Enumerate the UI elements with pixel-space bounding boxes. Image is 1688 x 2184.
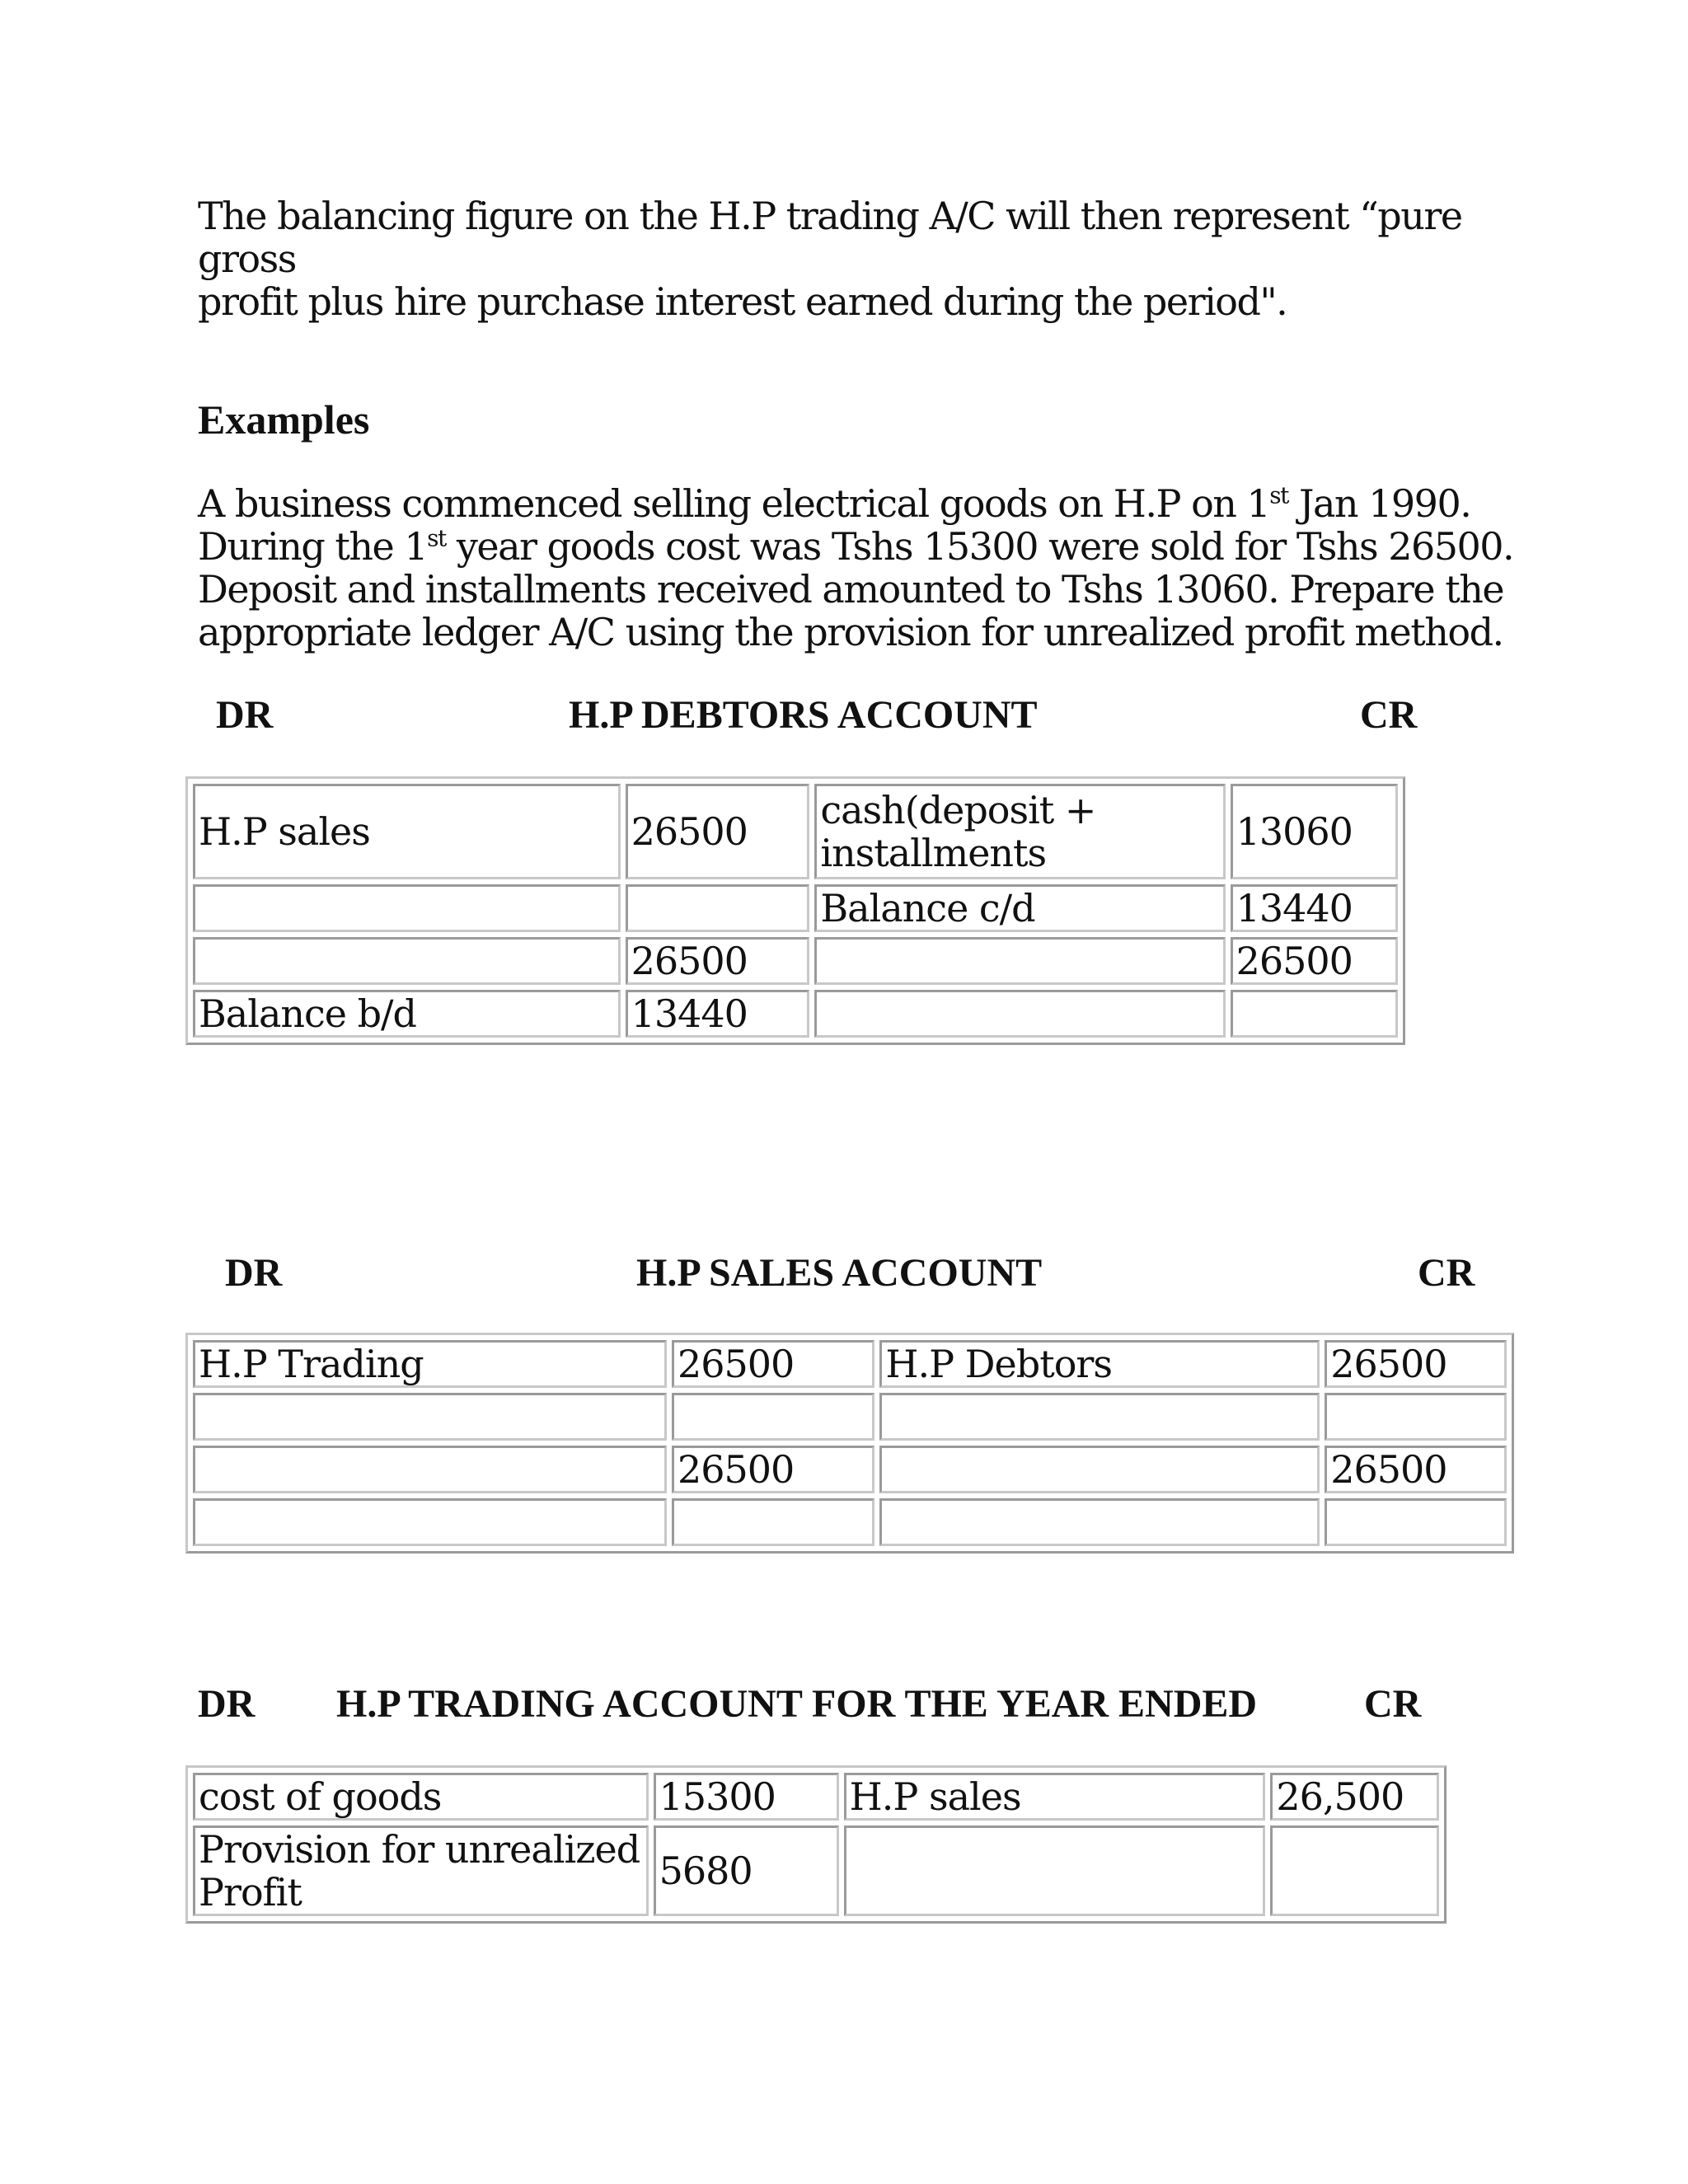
credit-amount: 26500 [1231, 937, 1398, 985]
table-row [193, 784, 1398, 879]
debit-amount [672, 1498, 874, 1546]
credit-amount: 26,500 [1270, 1773, 1439, 1821]
credit-amount [1325, 1498, 1507, 1546]
table-row [193, 1773, 1439, 1821]
credit-particulars [879, 1498, 1320, 1546]
debtors-account-title: H.P DEBTORS ACCOUNT [569, 693, 1038, 737]
table-row [193, 884, 1398, 932]
table-row [193, 1825, 1439, 1916]
sales-account-title: H.P SALES ACCOUNT [636, 1251, 1043, 1295]
debit-particulars: Provision for unrealized Profit [193, 1825, 649, 1916]
debtors-ledger-table [185, 776, 1405, 1045]
example-line-2: During the 1st year goods cost was Tshs 15300 were sold for Tshs 26500. [198, 524, 1514, 569]
debtors-cr-label: CR [1360, 693, 1418, 737]
debit-particulars [193, 1393, 667, 1441]
example-line-4: appropriate ledger A/C using the provision for unrealized profit method. [198, 610, 1503, 654]
debit-amount: 26500 [626, 937, 810, 985]
table-row [193, 1393, 1507, 1441]
table-row [193, 1446, 1507, 1493]
debit-particulars [193, 1498, 667, 1546]
debit-amount: 5680 [654, 1825, 839, 1916]
table-row [193, 937, 1398, 985]
example-line-3: Deposit and installments received amounted to Tshs 13060. Prepare the [198, 567, 1504, 612]
sales-cr-label: CR [1418, 1251, 1475, 1295]
debit-amount: 26500 [672, 1340, 874, 1388]
credit-amount [1231, 990, 1398, 1038]
table-row [193, 1340, 1507, 1388]
credit-particulars [879, 1446, 1320, 1493]
trading-dr-label: DR [198, 1682, 256, 1726]
credit-particulars [814, 937, 1225, 985]
trading-cr-label: CR [1364, 1682, 1422, 1726]
credit-particulars [879, 1393, 1320, 1441]
debtors-dr-label: DR [216, 693, 274, 737]
credit-particulars [814, 990, 1225, 1038]
intro-line-1: The balancing figure on the H.P trading A/C will then represent “pure gross [198, 194, 1462, 281]
intro-line-2: profit plus hire purchase interest earned during the period". [198, 279, 1287, 324]
debit-particulars [193, 884, 621, 932]
debit-particulars: Balance b/d [193, 990, 621, 1038]
debit-particulars [193, 1446, 667, 1493]
credit-amount: 26500 [1325, 1446, 1507, 1493]
debit-amount: 15300 [654, 1773, 839, 1821]
credit-amount: 13060 [1231, 784, 1398, 879]
credit-particulars: H.P sales [844, 1773, 1266, 1821]
debit-particulars: H.P sales [193, 784, 621, 879]
debit-particulars: cost of goods [193, 1773, 649, 1821]
credit-particulars: Balance c/d [814, 884, 1225, 932]
debit-amount [626, 884, 810, 932]
debit-amount: 13440 [626, 990, 810, 1038]
table-row [193, 1498, 1507, 1546]
debit-amount: 26500 [672, 1446, 874, 1493]
credit-amount [1325, 1393, 1507, 1441]
sales-ledger-table [185, 1333, 1514, 1554]
intro-paragraph [198, 194, 1517, 323]
debit-particulars [193, 937, 621, 985]
trading-account-title: H.P TRADING ACCOUNT FOR THE YEAR ENDED [336, 1682, 1258, 1726]
example-paragraph [198, 482, 1517, 654]
table-row [193, 990, 1398, 1038]
credit-amount: 26500 [1325, 1340, 1507, 1388]
debit-amount: 26500 [626, 784, 810, 879]
example-line-1: A business commenced selling electrical goods on H.P on 1st Jan 1990. [198, 481, 1471, 526]
credit-amount [1270, 1825, 1439, 1916]
trading-ledger-table [185, 1765, 1447, 1924]
credit-amount: 13440 [1231, 884, 1398, 932]
examples-heading: Examples [198, 396, 370, 443]
debit-particulars: H.P Trading [193, 1340, 667, 1388]
credit-particulars [844, 1825, 1266, 1916]
sales-dr-label: DR [225, 1251, 283, 1295]
credit-particulars: H.P Debtors [879, 1340, 1320, 1388]
debit-amount [672, 1393, 874, 1441]
credit-particulars: cash(deposit + installments [814, 784, 1225, 879]
